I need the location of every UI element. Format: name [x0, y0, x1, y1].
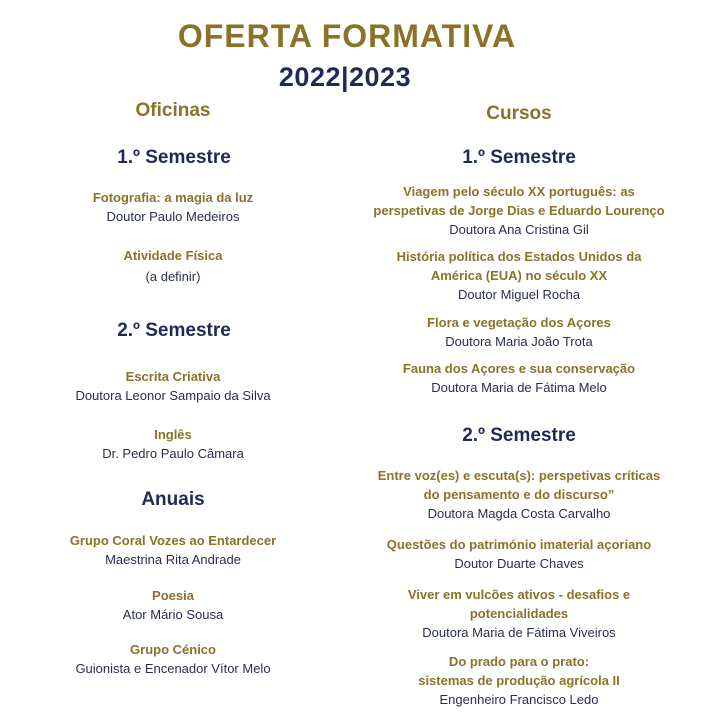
list-item	[75, 367, 270, 405]
list-item	[102, 425, 244, 463]
academic-year: 2022|2023	[278, 62, 412, 92]
item-title: Fotografia: a magia da luz	[92, 190, 254, 205]
item-person: Doutora Maria de Fátima Melo	[431, 380, 607, 395]
cursos-sem2-heading: 2.º Semestre	[462, 425, 576, 446]
item-title-line: História política dos Estados Unidos da	[396, 249, 642, 264]
item-title-line: perspetivas de Jorge Dias e Eduardo Lourenço	[373, 203, 665, 218]
item-person: Dr. Pedro Paulo Câmara	[102, 446, 244, 461]
item-person: Doutora Maria de Fátima Viveiros	[422, 625, 616, 640]
list-item	[123, 586, 223, 624]
item-title: Escrita Criativa	[125, 369, 221, 384]
item-person: Doutora Leonor Sampaio da Silva	[75, 388, 271, 403]
list-item	[427, 313, 611, 351]
oficinas-heading: Oficinas	[135, 100, 211, 121]
item-title-line: Flora e vegetação dos Açores	[427, 315, 611, 330]
item-person: Engenheiro Francisco Ledo	[439, 692, 599, 707]
anuais-heading: Anuais	[141, 489, 205, 510]
item-title-line: sistemas de produção agrícola II	[418, 673, 620, 688]
list-item	[373, 182, 664, 239]
list-item	[408, 585, 630, 642]
item-person: Doutor Paulo Medeiros	[106, 209, 240, 224]
oficinas-sem1-heading: 1.º Semestre	[117, 147, 231, 168]
list-item	[93, 188, 253, 226]
item-person: Doutor Duarte Chaves	[454, 556, 584, 571]
list-item	[397, 247, 642, 304]
list-item	[403, 359, 635, 397]
item-person: Doutor Miguel Rocha	[457, 287, 581, 302]
item-title: Grupo Cénico	[130, 642, 216, 657]
list-item	[75, 640, 270, 678]
item-person: Doutora Maria João Trota	[445, 334, 593, 349]
list-item	[387, 535, 651, 573]
list-item	[70, 531, 276, 569]
item-title: Inglês	[154, 427, 192, 442]
list-item	[418, 652, 620, 709]
item-title: Poesia	[152, 588, 194, 603]
item-person: Doutora Magda Costa Carvalho	[427, 506, 611, 521]
item-title-line: Viagem pelo século XX português: as	[403, 184, 635, 199]
item-person: Ator Mário Sousa	[122, 607, 224, 622]
cursos-sem1-heading: 1.º Semestre	[462, 147, 576, 168]
item-title-line: Viver em vulcões ativos - desafios e	[407, 587, 631, 602]
item-title-line: América (EUA) no século XX	[430, 268, 608, 283]
item-title: Atividade Física	[123, 248, 223, 263]
item-person: Doutora Ana Cristina Gil	[449, 222, 589, 237]
item-title-line: Do prado para o prato:	[448, 654, 590, 669]
item-title-line: Fauna dos Açores e sua conservação	[402, 361, 636, 376]
item-title-line: do pensamento e do discurso”	[423, 487, 615, 502]
item-title-line: Questões do património imaterial açoriano	[386, 537, 652, 552]
item-person: Maestrina Rita Andrade	[105, 552, 241, 567]
item-person: (a definir)	[145, 269, 201, 284]
item-title-line: potencialidades	[469, 606, 569, 621]
page-title: OFERTA FORMATIVA	[177, 18, 517, 54]
list-item	[378, 466, 661, 523]
oficinas-sem2-heading: 2.º Semestre	[117, 320, 231, 341]
item-person: Guionista e Encenador Vítor Melo	[75, 661, 271, 676]
item-title-line: Entre voz(es) e escuta(s): perspetivas críticas	[377, 468, 661, 483]
item-title: Grupo Coral Vozes ao Entardecer	[69, 533, 277, 548]
cursos-heading: Cursos	[486, 103, 552, 124]
list-item	[124, 246, 223, 286]
